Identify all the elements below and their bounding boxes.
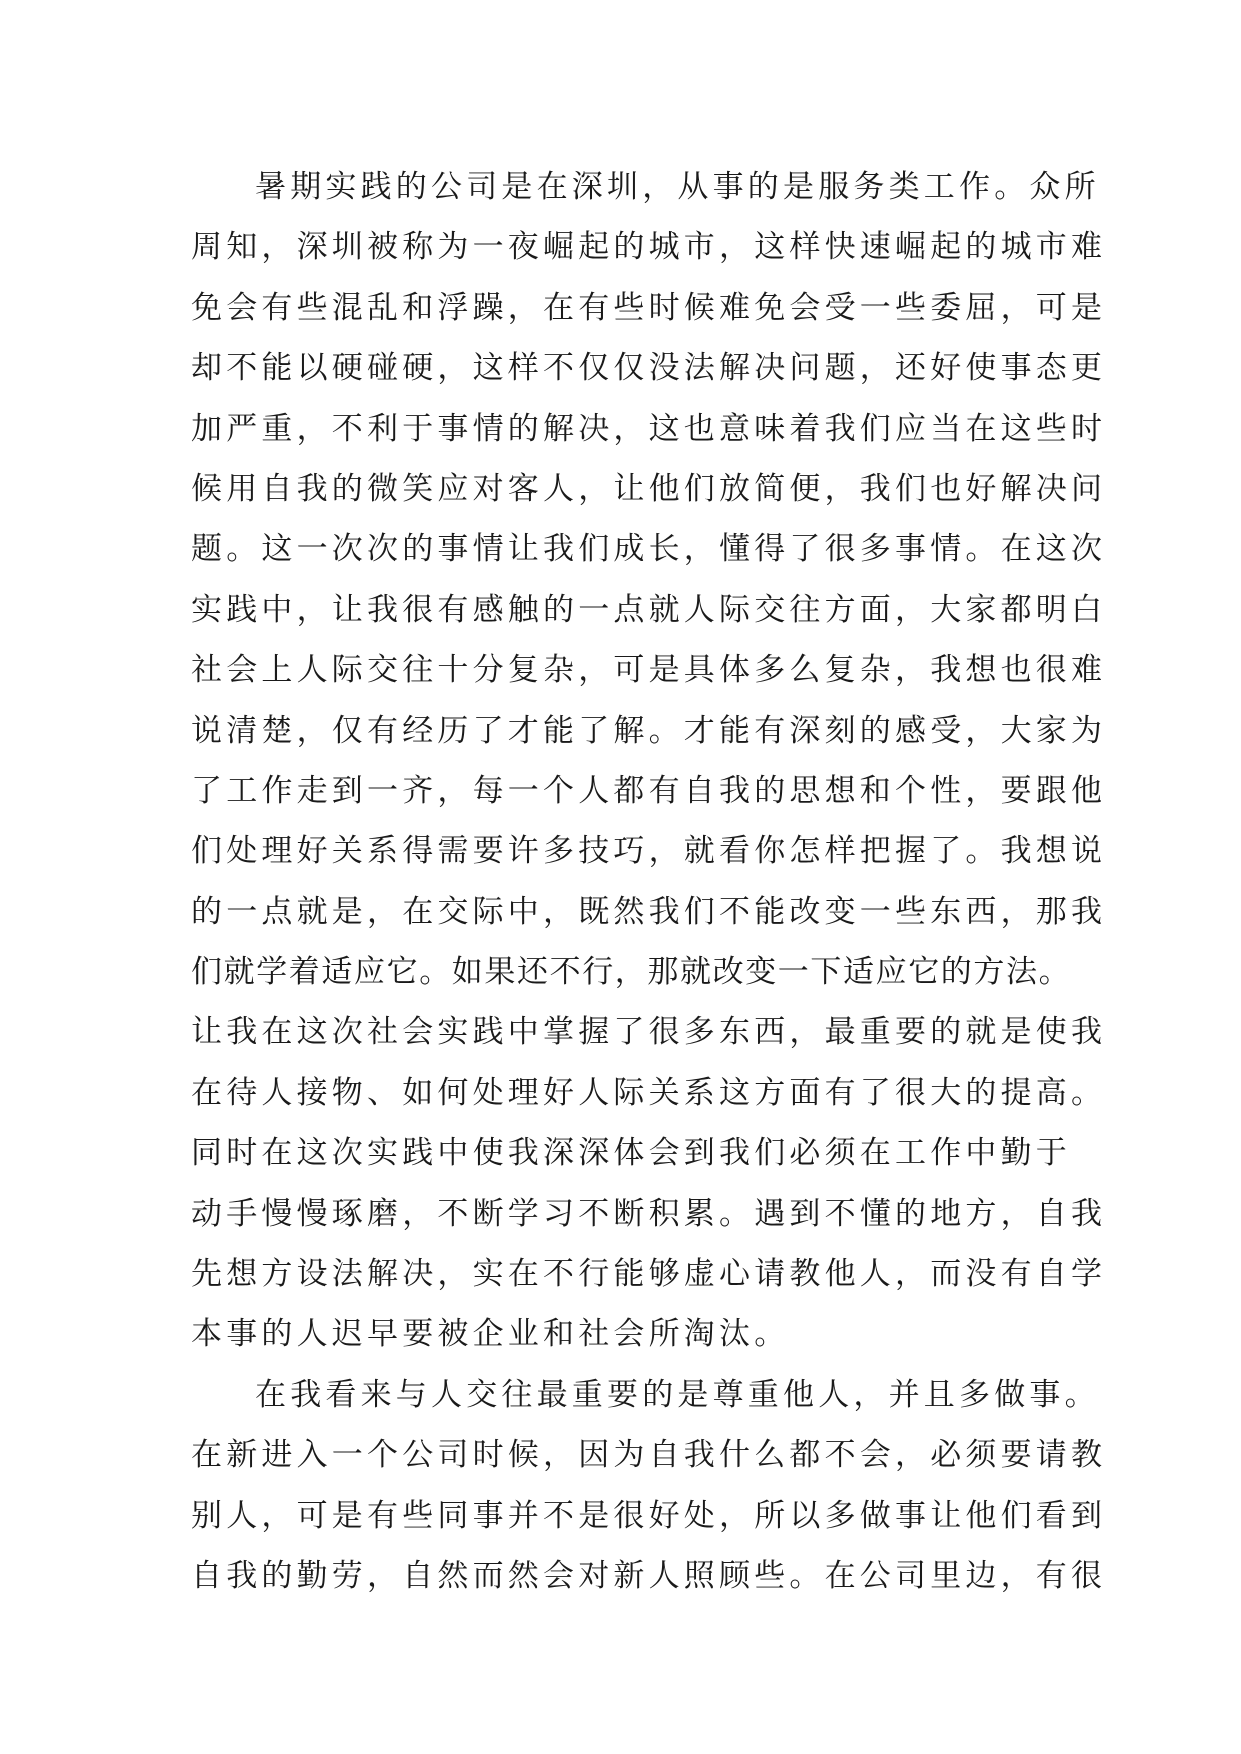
paragraph-1-line-6: 候用自我的微笑应对客人，让他们放简便，我们也好解决问 (191, 470, 1107, 507)
paragraph-2-line-1: 在我看来与人交往最重要的是尊重他人，并且多做事。 (255, 1376, 1100, 1413)
paragraph-2-line-3: 别人，可是有些同事并不是很好处，所以多做事让他们看到 (191, 1497, 1107, 1534)
document-body (191, 157, 1107, 1606)
paragraph-1-line-3: 免会有些混乱和浮躁，在有些时候难免会受一些委屈，可是 (191, 289, 1107, 326)
paragraph-1-line-4: 却不能以硬碰硬，这样不仅仅没法解决问题，还好使事态更 (191, 350, 1107, 387)
paragraph-1-line-11: 了工作走到一齐，每一个人都有自我的思想和个性，要跟他 (191, 772, 1107, 809)
paragraph-1-line-5: 加严重，不利于事情的解决，这也意味着我们应当在这些时 (191, 410, 1107, 447)
paragraph-1-line-8: 实践中，让我很有感触的一点就人际交往方面，大家都明白 (191, 591, 1107, 628)
paragraph-1-line-18: 动手慢慢琢磨，不断学习不断积累。遇到不懂的地方，自我 (191, 1195, 1107, 1232)
paragraph-1-line-10: 说清楚，仅有经历了才能了解。才能有深刻的感受，大家为 (191, 712, 1107, 749)
paragraph-2-line-2: 在新进入一个公司时候，因为自我什么都不会，必须要请教 (191, 1437, 1107, 1474)
paragraph-1-line-1: 暑期实践的公司是在深圳，从事的是服务类工作。众所 (255, 169, 1100, 205)
paragraph-1-line-14: 们就学着适应它。如果还不行，那就改变一下适应它的方法。 (191, 954, 1072, 991)
paragraph-1-line-7: 题。这一次次的事情让我们成长，懂得了很多事情。在这次 (191, 531, 1107, 568)
paragraph-2-line-4: 自我的勤劳，自然而然会对新人照顾些。在公司里边，有很 (191, 1557, 1107, 1594)
paragraph-1-line-2: 周知，深圳被称为一夜崛起的城市，这样快速崛起的城市难 (191, 229, 1107, 266)
paragraph-1-line-15: 让我在这次社会实践中掌握了很多东西，最重要的就是使我 (191, 1014, 1107, 1051)
paragraph-1-line-17: 同时在这次实践中使我深深体会到我们必须在工作中勤于 (191, 1135, 1071, 1172)
paragraph-1-line-12: 们处理好关系得需要许多技巧，就看你怎样把握了。我想说 (191, 833, 1107, 870)
paragraph-1-line-16: 在待人接物、如何处理好人际关系这方面有了很大的提高。 (191, 1074, 1107, 1111)
paragraph-1-line-13: 的一点就是，在交际中，既然我们不能改变一些东西，那我 (191, 893, 1107, 930)
paragraph-1-line-20: 本事的人迟早要被企业和社会所淘汰。 (191, 1316, 790, 1353)
paragraph-1-line-9: 社会上人际交往十分复杂，可是具体多么复杂，我想也很难 (191, 652, 1107, 689)
paragraph-1-line-19: 先想方设法解决，实在不行能够虚心请教他人，而没有自学 (191, 1256, 1107, 1293)
